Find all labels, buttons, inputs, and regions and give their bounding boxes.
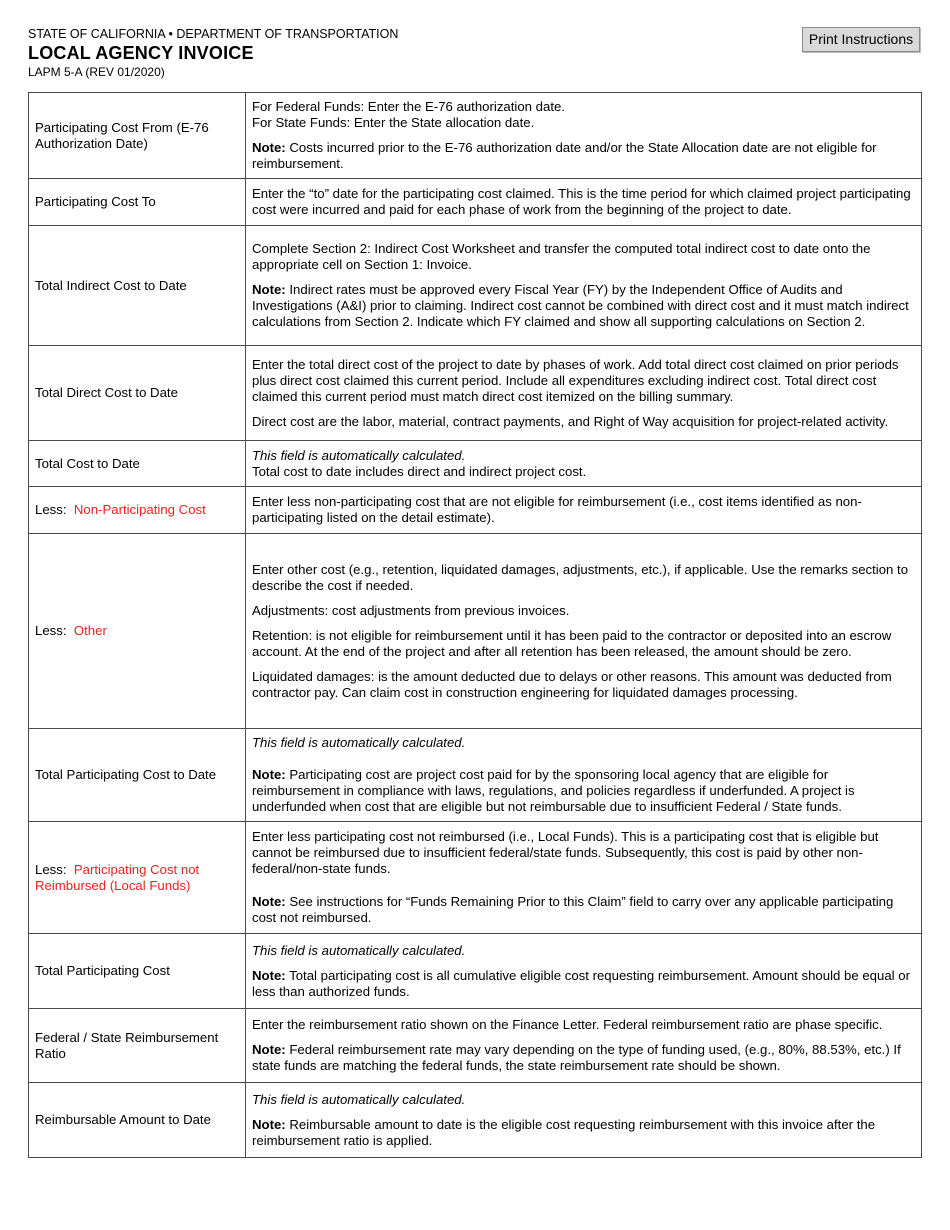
note-text: Note: Total participating cost is all cumulative eligible cost requesting reimbursement. Amount should be equal or less than authorized funds. xyxy=(252,967,911,999)
print-instructions-button[interactable]: Print Instructions xyxy=(802,27,920,52)
field-highlight: Non-Participating Cost xyxy=(73,502,206,517)
instruction-text: Liquidated damages: is the amount deducted due to delays or other reasons. This amount was deducted from contractor pay. Can claim cost in construction engineering for liquidated damages processing. xyxy=(252,668,892,700)
note-text: Note: Federal reimbursement rate may vary depending on the type of funding used, (e.g., 80%, 88.53%, etc.) If state funds are matching the federal funds, the state reimbursement rate should be shown. xyxy=(252,1042,901,1073)
instruction-text: Enter less participating cost not reimbursed (i.e., Local Funds). This is a participating cost that is eligible but cannot be reimbursed due to insufficient federal/state funds. Subsequently, this cost is paid by other non-federal/non-state funds. xyxy=(252,829,879,876)
table-row xyxy=(29,179,922,226)
table-row xyxy=(29,441,922,487)
auto-calculated-text: This field is automatically calculated. xyxy=(252,735,466,750)
table-row xyxy=(29,226,922,346)
instruction-cell xyxy=(246,346,922,441)
instruction-text: Direct cost are the labor, material, contract payments, and Right of Way acquisition for project-related activity. xyxy=(252,413,889,429)
instruction-text: For Federal Funds: Enter the E-76 authorization date. For State Funds: Enter the State allocation date. xyxy=(252,99,566,130)
table-row xyxy=(29,93,922,179)
field-name-cell: Total Cost to Date xyxy=(29,441,246,487)
instruction-cell xyxy=(246,729,922,822)
instruction-text: Retention: is not eligible for reimbursement until it has been paid to the contractor or deposited into an escrow account. At the end of the project and after all retention has been released, the amount should be zero. xyxy=(252,627,892,659)
auto-calculated-text: This field is automatically calculated. xyxy=(252,1091,466,1107)
note-label: Note: xyxy=(252,894,286,909)
instruction-cell xyxy=(246,1009,922,1083)
field-highlight: Participating Cost not Reimbursed (Local Funds) xyxy=(35,861,200,893)
instructions-table xyxy=(28,92,922,1158)
field-name-cell: Participating Cost To xyxy=(29,179,246,226)
note-label: Note: xyxy=(252,1116,286,1132)
table-row xyxy=(29,346,922,441)
field-name-cell: Total Participating Cost to Date xyxy=(29,729,246,822)
field-name-cell: Participating Cost From (E-76 Authorization Date) xyxy=(29,93,246,179)
note-text: Note: Participating cost are project cost paid for by the sponsoring local agency that are eligible for reimbursement in compliance with laws, regulations, and policies regardless if underfunded. A project is underfunded when cost that are eligible but not reimbursable due to insufficient Federal / State funds. xyxy=(252,767,855,814)
instruction-text: Adjustments: cost adjustments from previous invoices. xyxy=(252,602,570,618)
agency-name: STATE OF CALIFORNIA • DEPARTMENT OF TRANSPORTATION xyxy=(28,27,399,41)
instruction-cell xyxy=(246,1083,922,1158)
instruction-cell xyxy=(246,441,922,487)
auto-calculated-text: This field is automatically calculated. xyxy=(252,942,466,958)
field-name-cell: Total Participating Cost xyxy=(29,934,246,1009)
table-row xyxy=(29,1083,922,1158)
note-text: Note: Reimbursable amount to date is the eligible cost requesting reimbursement with this invoice after the reimbursement ratio is applied. xyxy=(252,1116,876,1148)
instruction-text: Complete Section 2: Indirect Cost Worksheet and transfer the computed total indirect cost to date onto the appropriate cell on Section 1: Invoice. xyxy=(252,241,871,272)
instruction-text: Enter the “to” date for the participating cost claimed. This is the time period for which claimed project participating cost were incurred and paid for each phase of work from the beginning of the project to date. xyxy=(252,186,911,217)
instruction-text: Enter the total direct cost of the project to date by phases of work. Add total direct cost claimed on prior periods plus direct cost claimed this current period. Include all expenditures excluding indirect cost. Total direct cost claimed this current period must match direct cost itemized on the billing summary. xyxy=(252,356,899,404)
table-row xyxy=(29,822,922,934)
table-row xyxy=(29,1009,922,1083)
note-label: Note: xyxy=(252,767,286,782)
note-text: Note: Costs incurred prior to the E-76 authorization date and/or the State Allocation date are not eligible for reimbursement. xyxy=(252,140,877,171)
field-name-cell: Reimbursable Amount to Date xyxy=(29,1083,246,1158)
note-text: Note: Indirect rates must be approved every Fiscal Year (FY) by the Independent Office of Audits and Investigations (A&I) prior to claiming. Indirect cost cannot be combined with direct cost and it must match indirect calculations from Section 2. Indicate which FY claimed and show all supporting calculations on Section 2. xyxy=(252,282,909,329)
table-row xyxy=(29,534,922,729)
instruction-cell xyxy=(246,822,922,934)
instruction-cell xyxy=(246,534,922,729)
instruction-cell xyxy=(246,934,922,1009)
note-label: Note: xyxy=(252,967,286,983)
field-name-cell: Less: Participating Cost not Reimbursed (Local Funds) xyxy=(29,822,246,934)
note-label: Note: xyxy=(252,1042,286,1057)
field-name-cell: Total Direct Cost to Date xyxy=(29,346,246,441)
form-title: LOCAL AGENCY INVOICE xyxy=(28,43,254,63)
note-text: Note: See instructions for “Funds Remaining Prior to this Claim” field to carry over any applicable participating cost not reimbursed. xyxy=(252,894,894,925)
table-row xyxy=(29,487,922,534)
instruction-cell xyxy=(246,179,922,226)
form-id: LAPM 5-A (REV 01/2020) xyxy=(28,65,165,79)
form-header xyxy=(28,27,398,80)
field-name-cell: Total Indirect Cost to Date xyxy=(29,226,246,346)
instruction-text: Enter the reimbursement ratio shown on the Finance Letter. Federal reimbursement ratio are phase specific. xyxy=(252,1017,883,1032)
field-name-cell: Federal / State Reimbursement Ratio xyxy=(29,1009,246,1083)
table-row xyxy=(29,729,922,822)
field-name-cell: Less: Other xyxy=(29,534,246,729)
instruction-text: Enter less non-participating cost that are not eligible for reimbursement (i.e., cost items identified as non-participating listed on the detail estimate). xyxy=(252,494,862,525)
field-highlight: Other xyxy=(73,623,107,638)
instruction-text: This field is automatically calculated. Total cost to date includes direct and indirect project cost. xyxy=(252,447,587,479)
instruction-cell xyxy=(246,226,922,346)
table-row xyxy=(29,934,922,1009)
note-label: Note: xyxy=(252,282,286,297)
note-label: Note: xyxy=(252,140,286,155)
instruction-cell xyxy=(246,93,922,179)
field-name-cell: Less: Non-Participating Cost xyxy=(29,487,246,534)
instruction-cell xyxy=(246,487,922,534)
instruction-text: Enter other cost (e.g., retention, liquidated damages, adjustments, etc.), if applicable. Use the remarks section to describe the cost if needed. xyxy=(252,561,909,593)
auto-calculated-text: This field is automatically calculated. xyxy=(252,447,466,463)
